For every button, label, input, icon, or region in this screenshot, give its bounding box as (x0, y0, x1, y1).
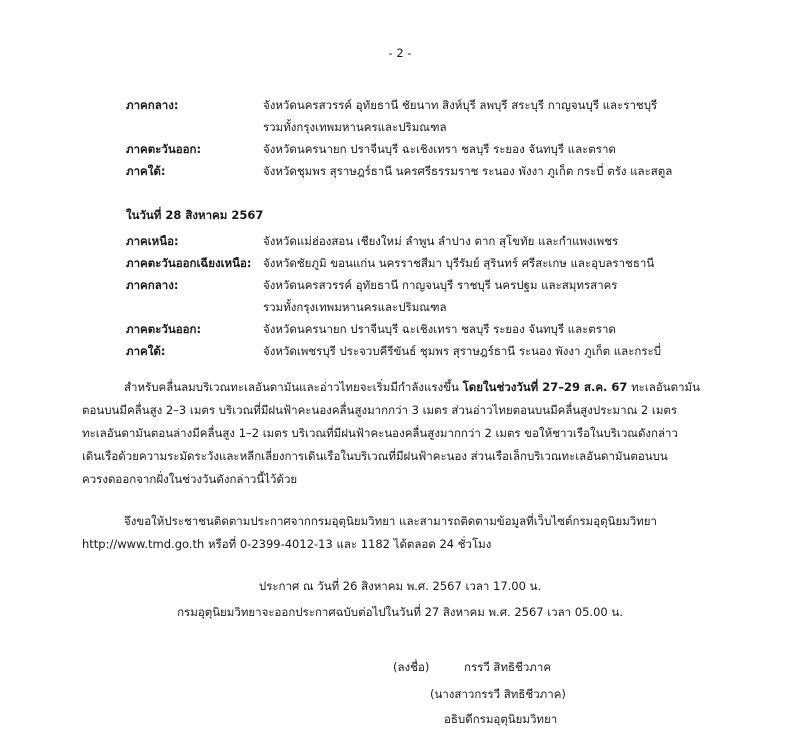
region-row (126, 94, 766, 138)
region-row (126, 340, 766, 362)
paragraph-line: ตอนบนมีคลื่นสูง 2–3 เมตร บริเวณที่มีฝนฟ้าคะนองคลื่นสูงมากกว่า 3 เมตร ส่วนอ่าวไทยตอนบนมีคลื่นสูงประมาณ 2 เมตร (82, 403, 678, 417)
province-line: จังหวัดนครสวรรค์ อุทัยธานี กาญจนบุรี ราชบุรี นครปฐม และสมุทรสาคร (263, 278, 618, 292)
signatory-full-name: (นางสาวกรรวี สิทธิชีวภาค) (430, 687, 566, 701)
region-row (126, 138, 766, 160)
paragraph-line: จึงขอให้ประชาชนติดตามประกาศจากกรมอุตุนิยมวิทยา และสามารถติดตามข้อมูลที่เว็บไซต์กรมอุตุนิยมวิทยา (124, 514, 658, 528)
region-provinces (263, 340, 766, 362)
region-provinces (263, 274, 766, 318)
region-provinces (263, 160, 766, 182)
region-label: ภาคกลาง: (126, 278, 179, 292)
province-line: จังหวัดนครนายก ปราจีนบุรี ฉะเชิงเทรา ชลบุรี ระยอง จันทบุรี และตราด (263, 142, 616, 156)
province-line: จังหวัดเพชรบุรี ประจวบคีรีขันธ์ ชุมพร สุราษฎร์ธานี ระนอง พังงา ภูเก็ต และกระบี่ (263, 344, 661, 358)
region-list-block2 (126, 230, 766, 362)
region-row (126, 274, 766, 318)
signed-label: (ลงชื่อ) (393, 660, 430, 674)
province-line: รวมทั้งกรุงเทพมหานครและปริมณฑล (263, 120, 447, 134)
follow-paragraph (82, 510, 742, 556)
region-label: ภาคตะวันออก: (126, 322, 202, 336)
region-label: ภาคตะวันออกเฉียงเหนือ: (126, 256, 252, 270)
province-line: จังหวัดนครนายก ปราจีนบุรี ฉะเชิงเทรา ชลบุรี ระยอง จันทบุรี และตราด (263, 322, 616, 336)
province-line: จังหวัดชุมพร สุราษฎร์ธานี นครศรีธรรมราช ระนอง พังงา ภูเก็ต กระบี่ ตรัง และสตูล (263, 164, 673, 178)
region-label: ภาคใต้: (126, 344, 166, 358)
region-row (126, 160, 766, 182)
text-run: สำหรับคลื่นลมบริเวณทะเลอันดามันและอ่าวไทยจะเริ่มมีกำลังแรงขึ้น (124, 380, 463, 394)
page-number: - 2 - (388, 46, 412, 60)
region-row (126, 318, 766, 340)
paragraph-line: ควรงดออกจากฝั่งในช่วงวันดังกล่าวนี้ไว้ด้วย (82, 472, 298, 486)
region-provinces (263, 138, 766, 160)
wave-paragraph (82, 376, 742, 491)
paragraph-line: ทะเลอันดามันตอนล่างมีคลื่นสูง 1–2 เมตร บริเวณที่มีฝนฟ้าคะนองคลื่นสูงมากกว่า 2 เมตร ขอให้ชาวเรือในบริเวณดังกล่าว (82, 426, 678, 440)
next-announcement: กรมอุตุนิยมวิทยาจะออกประกาศฉบับต่อไปในวันที่ 27 สิงหาคม พ.ศ. 2567 เวลา 05.00 น. (177, 605, 623, 619)
province-line: จังหวัดชัยภูมิ ขอนแก่น นครราชสีมา บุรีรัมย์ สุรินทร์ ศรีสะเกษ และอุบลราชธานี (263, 256, 655, 270)
announcement-date: ประกาศ ณ วันที่ 26 สิงหาคม พ.ศ. 2567 เวลา 17.00 น. (258, 579, 542, 593)
emphasis-text: โดยในช่วงวันที่ 27–29 ส.ค. 67 (462, 380, 628, 394)
paragraph-line (82, 376, 742, 399)
date-heading: ในวันที่ 28 สิงหาคม 2567 (126, 208, 264, 222)
text-run: ทะเลอันดามัน (627, 380, 700, 394)
paragraph-line: เดินเรือด้วยความระมัดระวังและหลีกเลี่ยงการเดินเรือในบริเวณที่มีฝนฟ้าคะนอง ส่วนเรือเล็กบริเวณทะเลอันดามันตอนบน (82, 449, 668, 463)
province-line: จังหวัดนครสวรรค์ อุทัยธานี ชัยนาท สิงห์บุรี ลพบุรี สระบุรี กาญจนบุรี และราชบุรี (263, 98, 658, 112)
province-line: จังหวัดแม่ฮ่องสอน เชียงใหม่ ลำพูน ลำปาง ตาก สุโขทัย และกำแพงเพชร (263, 234, 619, 248)
province-line: รวมทั้งกรุงเทพมหานครและปริมณฑล (263, 300, 447, 314)
paragraph-line: http://www.tmd.go.th หรือที่ 0-2399-4012-13 และ 1182 ได้ตลอด 24 ชั่วโมง (82, 537, 492, 551)
region-label: ภาคตะวันออก: (126, 142, 202, 156)
region-row (126, 230, 766, 252)
region-label: ภาคใต้: (126, 164, 166, 178)
region-provinces (263, 318, 766, 340)
region-label: ภาคกลาง: (126, 98, 179, 112)
region-provinces (263, 230, 766, 252)
region-list-block1 (126, 94, 766, 182)
region-provinces (263, 252, 766, 274)
signed-name: กรรวี สิทธิชีวภาค (464, 660, 552, 674)
region-row (126, 252, 766, 274)
signatory-title: อธิบดีกรมอุตุนิยมวิทยา (444, 712, 558, 726)
region-label: ภาคเหนือ: (126, 234, 179, 248)
region-provinces (263, 94, 766, 138)
